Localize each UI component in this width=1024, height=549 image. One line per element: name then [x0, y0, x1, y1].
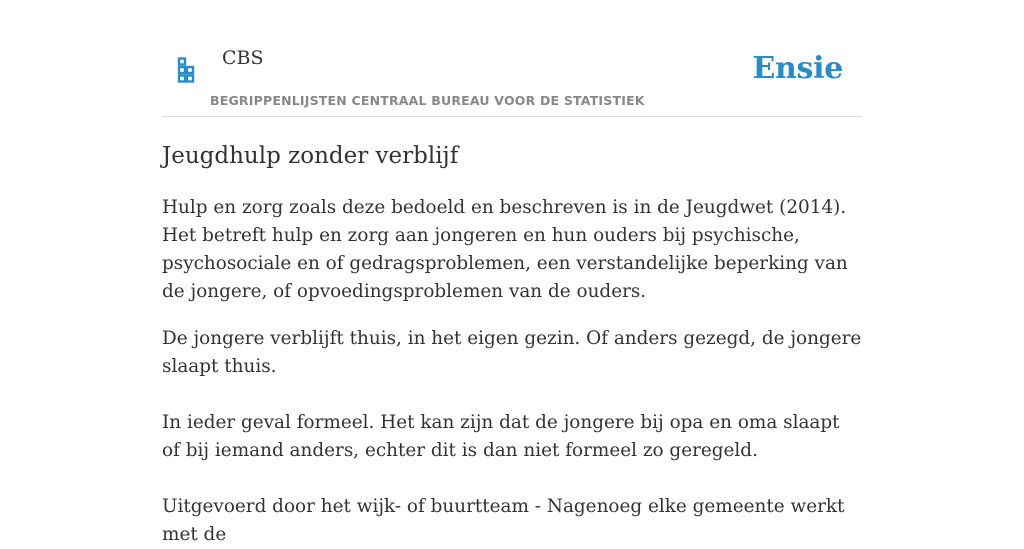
cbs-logo-icon[interactable] — [176, 56, 196, 86]
page-title: Jeugdhulp zonder verblijf — [162, 143, 459, 169]
page-container — [162, 0, 862, 549]
org-name-link[interactable]: CBS — [222, 47, 264, 69]
site-subtitle: BEGRIPPENLIJSTEN CENTRAAL BUREAU VOOR DE STATISTIEK — [210, 93, 645, 108]
definition-paragraph: Hulp en zorg zoals deze bedoeld en beschreven is in de Jeugdwet (2014). Het betreft hulp en zorg aan jongeren en hun ouders bij psychische, psychosociale en of gedragsproblemen, een verstandelijke beperking van de jongere, of opvoedingsproblemen van de ouders. — [162, 197, 848, 302]
ensie-brand-link[interactable]: Ensie — [752, 51, 843, 86]
explanation-paragraph: De jongere verblijft thuis, in het eigen gezin. Of anders gezegd, de jongere slaapt thuis. In ieder geval formeel. Het kan zijn dat de jongere bij opa en oma slaapt of bij iemand anders, echter dit is dan niet formeel zo geregeld. Uitgevoerd door het wijk- of buurtteam - Nagenoeg elke gemeente werkt met de — [162, 328, 862, 545]
site-header — [162, 0, 862, 117]
